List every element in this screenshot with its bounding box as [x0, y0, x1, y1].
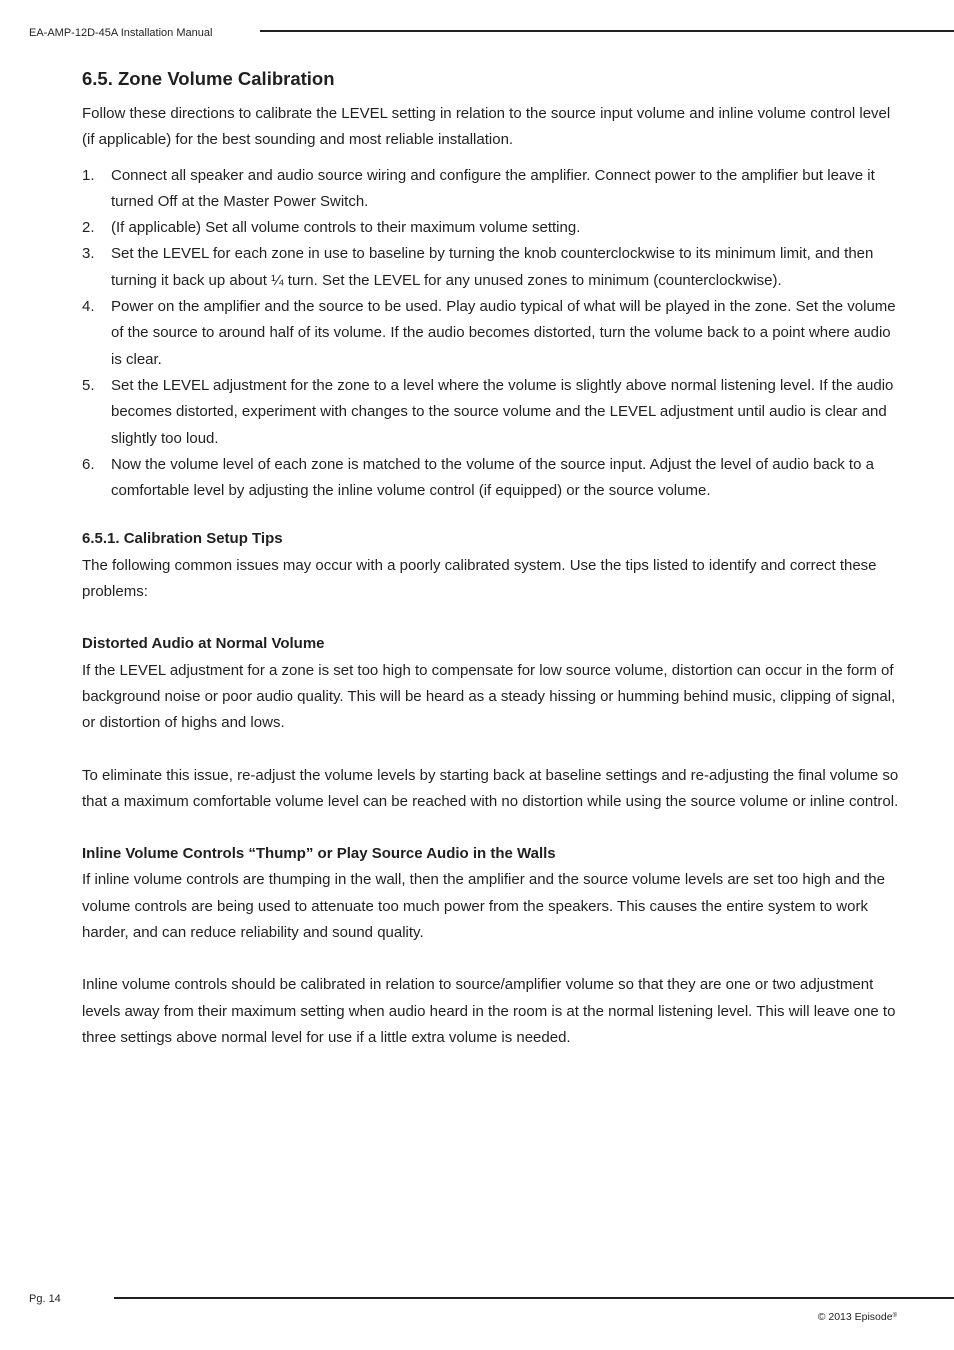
step-number: 2.: [82, 219, 95, 237]
step-text: (If applicable) Set all volume controls to their maximum volume setting.: [111, 219, 581, 237]
tips-intro: The following common issues may occur with a poorly calibrated system. Use the tips listed to identify and correct these problems:: [82, 556, 877, 601]
list-item: [82, 163, 902, 216]
list-item: [82, 215, 902, 241]
list-item: [82, 294, 902, 373]
step-text: Set the LEVEL adjustment for the zone to a level where the volume is slightly above normal listening level. If the audio becomes distorted, experiment with changes to the source volume and the LEVEL adjustment until audio is clear and slightly too loud.: [111, 376, 894, 447]
page-content: [82, 66, 902, 1051]
volume-thump-paragraph-1: If inline volume controls are thumping in the wall, then the amplifier and the source volume levels are set too high and the volume controls are being used to attenuate too much power from the speakers. This causes the entire system to work harder, and can reduce reliability and sound quality.: [82, 871, 885, 942]
step-text: Set the LEVEL for each zone in use to baseline by turning the knob counterclockwise to its minimum limit, and then turning it back up about ¼ turn. Set the LEVEL for any unused zones to minimum (counterclockwise).: [111, 245, 874, 289]
list-item: [82, 452, 902, 505]
copyright-notice: [818, 1310, 897, 1324]
step-number: 3.: [82, 245, 95, 263]
distorted-audio-paragraph-2: To eliminate this issue, re-adjust the volume levels by starting back at baseline settings and re-adjusting the final volume so that a maximum comfortable volume level can be reached with no distortion while using the source volume or inline control.: [82, 766, 899, 810]
step-number: 5.: [82, 376, 95, 394]
copyright-text: © 2013 Episode: [817, 1311, 893, 1323]
list-item: [82, 241, 902, 294]
list-item: [82, 373, 902, 452]
header-divider: [260, 30, 954, 32]
step-text: Connect all speaker and audio source wiring and configure the amplifier. Connect power to the amplifier but leave it turned Off at the Master Power Switch.: [111, 166, 875, 210]
step-number: 6.: [82, 455, 95, 473]
document-header-title: EA-AMP-12D-45A Installation Manual: [29, 27, 213, 39]
footer-divider: [114, 1297, 954, 1299]
section-title: 6.5. Zone Volume Calibration: [82, 68, 335, 89]
calibration-steps-list: [82, 163, 902, 505]
issue-title-distorted-audio: Distorted Audio at Normal Volume: [82, 635, 325, 653]
page-number: Pg. 14: [29, 1293, 61, 1305]
section-intro: Follow these directions to calibrate the LEVEL setting in relation to the source input volume and inline volume control level (if applicable) for the best sounding and most reliable installation.: [82, 105, 891, 149]
registered-mark: ®: [892, 1313, 897, 1319]
volume-thump-paragraph-2: Inline volume controls should be calibrated in relation to source/amplifier volume so that they are one or two adjustment levels away from their maximum setting when audio heard in the room is at the normal listening level. This will leave one to three settings above normal level for use if a little extra volume is needed.: [82, 976, 896, 1046]
issue-title-volume-thump: Inline Volume Controls “Thump” or Play Source Audio in the Walls: [82, 845, 556, 863]
step-text: Power on the amplifier and the source to be used. Play audio typical of what will be played in the zone. Set the volume of the source to around half of its volume. If the audio becomes distorted, turn the volume back to a point where audio is clear.: [111, 298, 896, 368]
distorted-audio-paragraph-1: If the LEVEL adjustment for a zone is set too high to compensate for low source volume, distortion can occur in the form of background noise or poor audio quality. This will be heard as a steady hissing or humming behind music, clipping of signal, or distortion of highs and lows.: [82, 661, 896, 732]
step-text: Now the volume level of each zone is matched to the volume of the source input. Adjust the level of audio back to a comfortable level by adjusting the inline volume control (if equipped) or the source volume.: [111, 455, 874, 500]
step-number: 4.: [82, 298, 95, 316]
step-number: 1.: [82, 166, 95, 184]
subsection-title: 6.5.1. Calibration Setup Tips: [82, 530, 283, 548]
